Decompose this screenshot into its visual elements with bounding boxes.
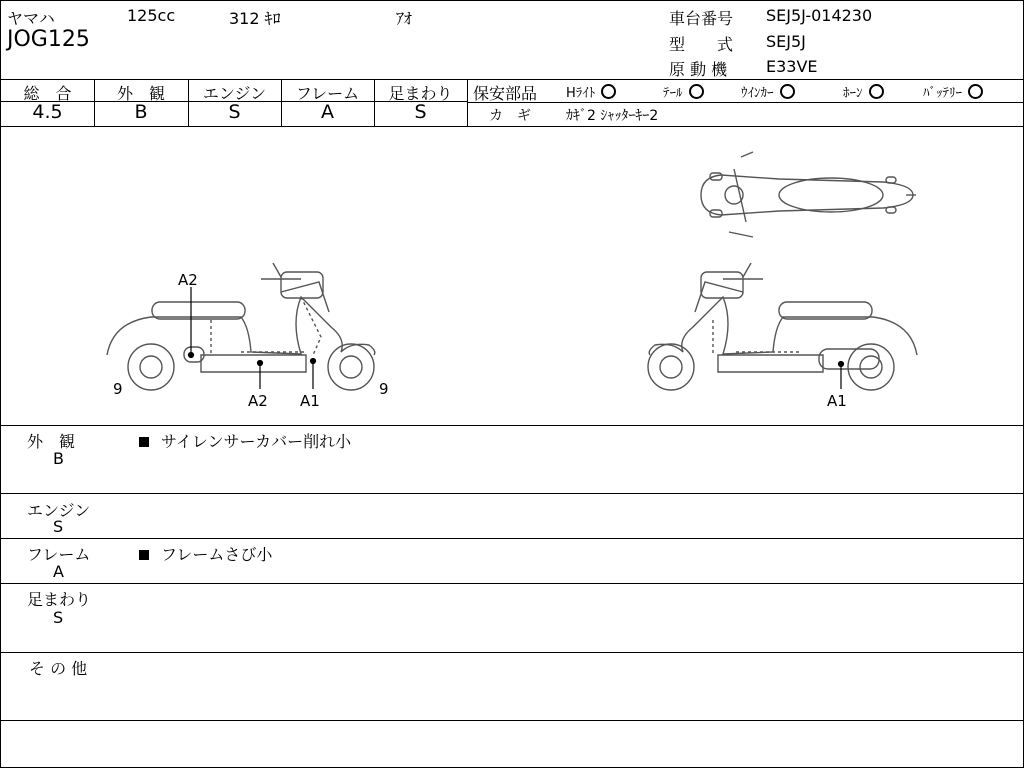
scooter-diagram <box>1 127 1023 425</box>
frame-no: SEJ5J-014230 <box>766 6 873 25</box>
note-label-frame: フレーム <box>27 545 91 564</box>
mileage: 312 ｷﾛ <box>229 9 281 28</box>
note-text-exterior: サイレンサーカバー削れ小 <box>139 429 351 452</box>
mark-a2-top: A2 <box>178 271 198 289</box>
bullet-square-icon <box>139 437 149 447</box>
note-text-frame: フレームさび小 <box>139 542 272 565</box>
safety-item-tail: ﾃｰﾙ <box>663 82 704 101</box>
key-value: ｶｷﾞ2 ｼｬｯﾀｰｷｰ2 <box>566 108 659 124</box>
ok-circle-icon <box>689 84 704 99</box>
scooter-left-view <box>107 263 375 390</box>
grade-value-exterior: B <box>134 101 148 123</box>
displacement: 125cc <box>127 6 176 25</box>
grade-label-suspension: 足まわり <box>388 84 453 103</box>
scooter-top-view <box>701 152 916 237</box>
safety-item-horn: ﾎｰﾝ <box>843 82 884 101</box>
note-label-suspension: 足まわり <box>27 590 92 609</box>
engine-label: 原 動 機 <box>669 60 728 79</box>
type-value: SEJ5J <box>766 32 806 51</box>
mark-a1-left: A1 <box>300 392 320 410</box>
safety-item-battery: ﾊﾞｯﾃﾘｰ <box>923 82 983 101</box>
mark-9-front: 9 <box>379 380 389 398</box>
maker: ヤマハ <box>7 9 55 28</box>
color: ｱｵ <box>396 9 413 28</box>
mark-a2-bottom: A2 <box>248 392 268 410</box>
safety-item-headlight: Hﾗｲﾄ <box>566 82 616 101</box>
note-label-engine: エンジン <box>27 501 91 520</box>
frame-no-label: 車台番号 <box>669 9 734 28</box>
grade-label-exterior: 外 観 <box>116 84 165 103</box>
grade-label-engine: エンジン <box>202 84 267 103</box>
grade-value-frame: A <box>321 101 334 123</box>
mark-a1-right: A1 <box>827 392 847 410</box>
grade-value-engine: S <box>228 101 241 123</box>
engine-value: E33VE <box>766 57 818 76</box>
scooter-right-view <box>648 263 917 390</box>
note-grade-suspension: S <box>53 608 64 627</box>
grade-value-overall: 4.5 <box>32 101 63 123</box>
safety-item-winker: ｳｲﾝｶｰ <box>741 82 795 101</box>
safety-label: 保安部品 <box>473 84 538 103</box>
ok-circle-icon <box>601 84 616 99</box>
ok-circle-icon <box>968 84 983 99</box>
note-label-other: そ の 他 <box>29 659 88 678</box>
grade-label-frame: フレーム <box>295 84 360 103</box>
mark-9-rear: 9 <box>113 380 123 398</box>
key-label: カ ギ <box>489 108 531 124</box>
note-grade-engine: S <box>53 517 64 536</box>
note-grade-frame: A <box>53 562 64 581</box>
grade-label-overall: 総 合 <box>23 84 72 103</box>
note-label-exterior: 外 観 <box>27 432 76 451</box>
ok-circle-icon <box>780 84 795 99</box>
type-label: 型 式 <box>669 35 734 54</box>
bullet-square-icon <box>139 550 149 560</box>
ok-circle-icon <box>869 84 884 99</box>
note-grade-exterior: B <box>53 449 64 468</box>
grade-value-suspension: S <box>414 101 427 123</box>
model-name: JOG125 <box>7 27 90 52</box>
